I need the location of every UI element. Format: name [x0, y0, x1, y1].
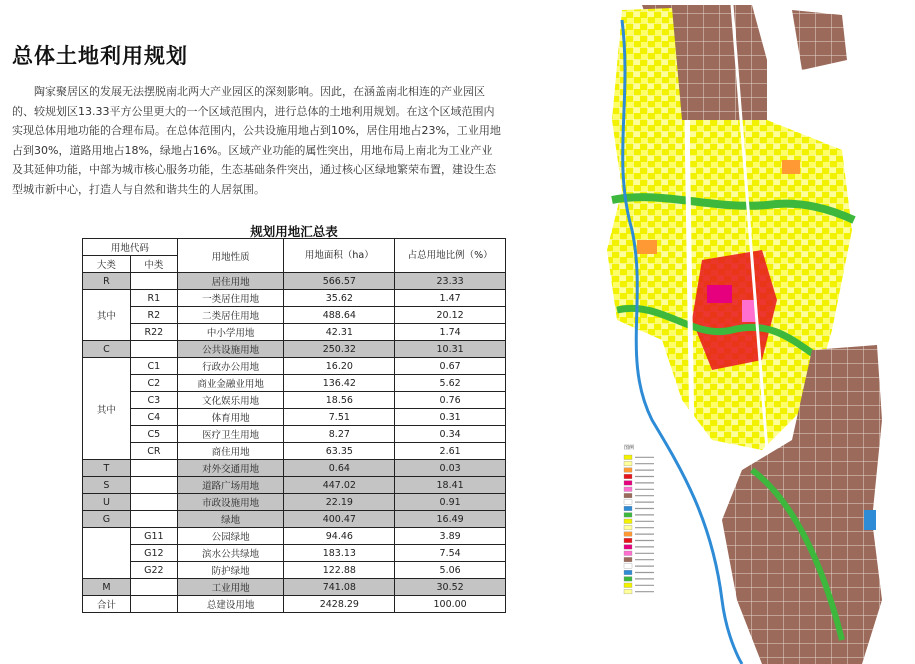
- cell-minor: R2: [130, 307, 177, 324]
- land-use-table: [82, 238, 506, 613]
- cell-minor: G12: [130, 545, 177, 562]
- cell-ratio: 100.00: [395, 596, 506, 613]
- table-row: [83, 579, 506, 596]
- cell-minor: CR: [130, 443, 177, 460]
- cell-major: T: [83, 460, 131, 477]
- table-row: [83, 511, 506, 528]
- cell-ratio: 0.91: [395, 494, 506, 511]
- cell-area: 447.02: [284, 477, 395, 494]
- cell-minor: G22: [130, 562, 177, 579]
- cell-nature: 体育用地: [177, 409, 284, 426]
- cell-minor: [130, 511, 177, 528]
- cell-minor: C5: [130, 426, 177, 443]
- table-row: [83, 443, 506, 460]
- cell-ratio: 18.41: [395, 477, 506, 494]
- cell-area: 2428.29: [284, 596, 395, 613]
- cell-area: 566.57: [284, 273, 395, 290]
- cell-minor: [130, 596, 177, 613]
- cell-area: 42.31: [284, 324, 395, 341]
- legend-swatch: [624, 474, 632, 479]
- legend-swatch: [624, 577, 632, 582]
- cell-major: U: [83, 494, 131, 511]
- cell-area: 8.27: [284, 426, 395, 443]
- table-row: [83, 324, 506, 341]
- cell-area: 63.35: [284, 443, 395, 460]
- cell-minor: [130, 494, 177, 511]
- legend-swatch: [624, 519, 632, 524]
- cell-ratio: 1.47: [395, 290, 506, 307]
- cell-ratio: 10.31: [395, 341, 506, 358]
- cell-nature: 滨水公共绿地: [177, 545, 284, 562]
- cell-minor: G11: [130, 528, 177, 545]
- table-row: [83, 426, 506, 443]
- cell-minor: R22: [130, 324, 177, 341]
- cell-area: 250.32: [284, 341, 395, 358]
- cell-area: 35.62: [284, 290, 395, 307]
- table-row: [83, 460, 506, 477]
- legend-swatch: [624, 532, 632, 537]
- cell-nature: 中小学用地: [177, 324, 284, 341]
- map-legend-title: 图例: [624, 445, 635, 451]
- header-nature: 用地性质: [177, 239, 284, 273]
- legend-swatch: [624, 481, 632, 486]
- table-row: [83, 545, 506, 562]
- table-row: [83, 341, 506, 358]
- cell-area: 7.51: [284, 409, 395, 426]
- cell-major: 其中: [83, 290, 131, 341]
- cell-nature: 商住用地: [177, 443, 284, 460]
- cell-nature: 行政办公用地: [177, 358, 284, 375]
- cell-ratio: 0.31: [395, 409, 506, 426]
- page-title: 总体土地利用规划: [12, 44, 188, 68]
- cell-minor: [130, 341, 177, 358]
- cell-minor: [130, 273, 177, 290]
- legend-swatch: [624, 461, 632, 466]
- cell-nature: 工业用地: [177, 579, 284, 596]
- cell-ratio: 0.34: [395, 426, 506, 443]
- legend-swatch: [624, 564, 632, 569]
- land-use-map: [592, 0, 915, 664]
- cell-area: 94.46: [284, 528, 395, 545]
- cell-nature: 文化娱乐用地: [177, 392, 284, 409]
- cell-ratio: 3.89: [395, 528, 506, 545]
- cell-major: 其中: [83, 358, 131, 460]
- legend-swatch: [624, 487, 632, 492]
- cell-nature: 市政设施用地: [177, 494, 284, 511]
- legend-swatch: [624, 583, 632, 588]
- cell-ratio: 0.76: [395, 392, 506, 409]
- header-area: 用地面积（ha）: [284, 239, 395, 273]
- cell-minor: C2: [130, 375, 177, 392]
- cell-major: R: [83, 273, 131, 290]
- cell-nature: 公共设施用地: [177, 341, 284, 358]
- table-row: [83, 307, 506, 324]
- table-row: [83, 358, 506, 375]
- cell-nature: 绿地: [177, 511, 284, 528]
- cell-nature: 道路广场用地: [177, 477, 284, 494]
- cell-nature: 公园绿地: [177, 528, 284, 545]
- map-zone-admin: [707, 285, 732, 303]
- cell-nature: 医疗卫生用地: [177, 426, 284, 443]
- legend-swatch: [624, 551, 632, 556]
- cell-nature: 商业金融业用地: [177, 375, 284, 392]
- table-row: [83, 562, 506, 579]
- legend-swatch: [624, 557, 632, 562]
- cell-area: 122.88: [284, 562, 395, 579]
- table-caption: 规划用地汇总表: [250, 224, 338, 239]
- legend-swatch: [624, 500, 632, 505]
- legend-swatch: [624, 570, 632, 575]
- cell-nature: 一类居住用地: [177, 290, 284, 307]
- table-row: [83, 375, 506, 392]
- table-row: [83, 477, 506, 494]
- table-row: [83, 494, 506, 511]
- table-total-row: [83, 596, 506, 613]
- cell-ratio: 5.62: [395, 375, 506, 392]
- map-zone-school: [637, 240, 657, 254]
- cell-ratio: 0.67: [395, 358, 506, 375]
- cell-area: 16.20: [284, 358, 395, 375]
- legend-swatch: [624, 525, 632, 530]
- table-header-row: [83, 239, 506, 256]
- cell-minor: C3: [130, 392, 177, 409]
- cell-ratio: 1.74: [395, 324, 506, 341]
- cell-area: 22.19: [284, 494, 395, 511]
- cell-area: 136.42: [284, 375, 395, 392]
- table-row: [83, 409, 506, 426]
- table-row: [83, 290, 506, 307]
- cell-minor: C1: [130, 358, 177, 375]
- cell-area: 741.08: [284, 579, 395, 596]
- legend-swatch: [624, 455, 632, 460]
- table-row: [83, 273, 506, 290]
- table-row: [83, 392, 506, 409]
- cell-area: 488.64: [284, 307, 395, 324]
- cell-ratio: 5.06: [395, 562, 506, 579]
- table-row: [83, 528, 506, 545]
- cell-minor: R1: [130, 290, 177, 307]
- header-code: 用地代码: [83, 239, 178, 256]
- cell-area: 400.47: [284, 511, 395, 528]
- header-ratio: 占总用地比例（%）: [395, 239, 506, 273]
- cell-minor: [130, 579, 177, 596]
- map-zone-school: [782, 160, 800, 174]
- map-zone-utility: [864, 510, 876, 530]
- cell-minor: C4: [130, 409, 177, 426]
- cell-major: C: [83, 341, 131, 358]
- cell-minor: [130, 460, 177, 477]
- cell-area: 0.64: [284, 460, 395, 477]
- cell-ratio: 23.33: [395, 273, 506, 290]
- legend-swatch: [624, 513, 632, 518]
- legend-swatch: [624, 589, 632, 594]
- header-minor: 中类: [130, 256, 177, 273]
- intro-paragraph: 陶家聚居区的发展无法摆脱南北两大产业园区的深刻影响。因此，在涵盖南北相连的产业园区的、较规划区13.33平方公里更大的一个区域范围内，进行总体的土地利用规划。在这个区域范围内实现总体用地功能的合理布局。在总体范围内，公共设施用地占到10%，居住用地占23%，工业用地占到30%，道路用地占18%，绿地占16%。区域产业功能的属性突出，用地布局上南北为工业产业及其延伸功能，中部为城市核心服务功能，生态基础条件突出，通过核心区绿地繁荣布置，建设生态型城市新中心，打造人与自然和谐共生的人居氛围。: [12, 85, 501, 196]
- cell-nature: 防护绿地: [177, 562, 284, 579]
- map-corner: [868, 0, 915, 6]
- cell-nature: 总建设用地: [177, 596, 284, 613]
- legend-swatch: [624, 538, 632, 543]
- legend-swatch: [624, 506, 632, 511]
- cell-major: G: [83, 511, 131, 528]
- cell-ratio: 30.52: [395, 579, 506, 596]
- cell-minor: [130, 477, 177, 494]
- cell-major: 合计: [83, 596, 131, 613]
- cell-nature: 对外交通用地: [177, 460, 284, 477]
- cell-nature: 二类居住用地: [177, 307, 284, 324]
- cell-ratio: 2.61: [395, 443, 506, 460]
- cell-major: [83, 528, 131, 579]
- legend-swatch: [624, 468, 632, 473]
- legend-swatch: [624, 545, 632, 550]
- cell-area: 18.56: [284, 392, 395, 409]
- legend-swatch: [624, 493, 632, 498]
- cell-ratio: 20.12: [395, 307, 506, 324]
- cell-ratio: 16.49: [395, 511, 506, 528]
- cell-nature: 居住用地: [177, 273, 284, 290]
- header-major: 大类: [83, 256, 131, 273]
- cell-major: S: [83, 477, 131, 494]
- cell-major: M: [83, 579, 131, 596]
- cell-ratio: 0.03: [395, 460, 506, 477]
- cell-area: 183.13: [284, 545, 395, 562]
- cell-ratio: 7.54: [395, 545, 506, 562]
